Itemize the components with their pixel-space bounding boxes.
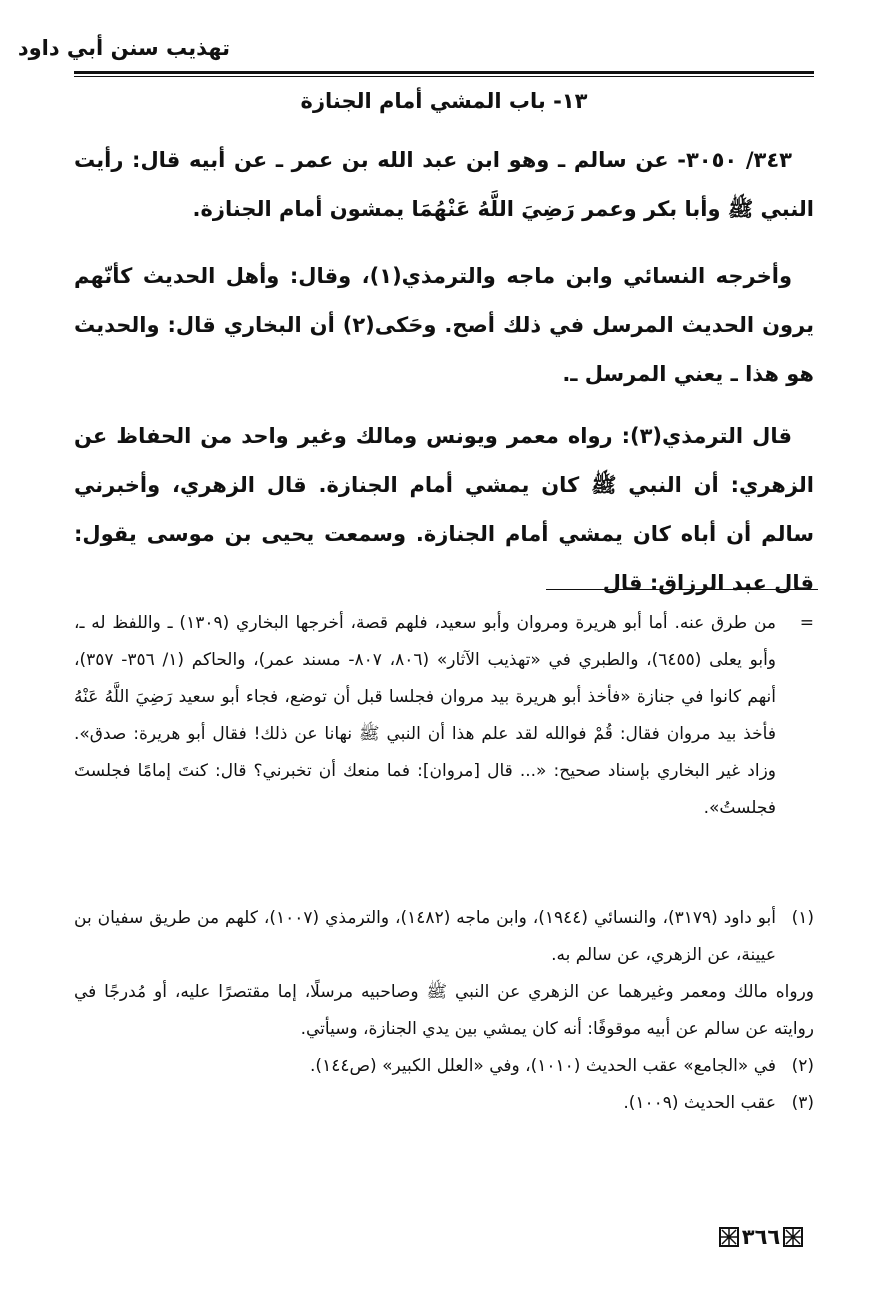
- commentary-paragraph-1: [74, 252, 814, 399]
- footnote-item: [74, 1048, 814, 1085]
- page-number-box: [708, 1222, 814, 1252]
- footnote-text: أبو داود (٣١٧٩)، والنسائي (١٩٤٤)، وابن ماجه (١٤٨٢)، والترمذي (١٠٠٧)، كلهم من طريق سفيان بن عيينة، عن الزهري، عن سالم به.: [74, 908, 776, 965]
- footnote-item: [74, 1085, 814, 1122]
- hadith-text: ٣٤٣/ ٣٠٥٠- عن سالم ـ وهو ابن عبد الله بن عمر ـ عن أبيه قال: رأيت النبي ﷺ وأبا بكر وعمر رَضِيَ اللَّهُ عَنْهُمَا يمشون أمام الجنازة.: [74, 148, 814, 221]
- commentary-text-2: قال الترمذي(٣): رواه معمر ويونس ومالك وغير واحد من الحفاظ عن الزهري: أن النبي ﷺ كان يمشي أمام الجنازة. قال الزهري، وأخبرني سالم أن أباه كان يمشي أمام الجنازة. وسمعت يحيى بن موسى يقول: قال عبد الرزاق: قال: [74, 424, 814, 595]
- footnote-marker: (٣): [791, 1093, 814, 1113]
- hadith-paragraph: [74, 136, 814, 234]
- footnote-separator: [546, 589, 818, 590]
- chapter-title: ١٣- باب المشي أمام الجنازة: [300, 89, 588, 113]
- ornament-icon: [783, 1227, 803, 1247]
- footnote-item-continuation: [74, 974, 814, 1048]
- footnote-text: في «الجامع» عقب الحديث (١٠١٠)، وفي «العلل الكبير» (ص١٤٤).: [310, 1056, 776, 1076]
- footnote-text: ورواه مالك ومعمر وغيرهما عن الزهري عن النبي ﷺ وصاحبيه مرسلًا، إما مقتصرًا عليه، أو مُدرجًا في روايته عن سالم عن أبيه موقوفًا: أنه كان يمشي بين يدي الجنازة، وسيأتي.: [74, 982, 814, 1039]
- footnote-marker: (٢): [791, 1056, 814, 1076]
- footnote-marker: (١): [791, 908, 814, 928]
- commentary-text-1: وأخرجه النسائي وابن ماجه والترمذي(١)، وقال: وأهل الحديث كأنّهم يرون الحديث المرسل في ذلك أصح. وحَكى(٢) أن البخاري قال: والحديث هو هذا ـ يعني المرسل ـ.: [74, 264, 814, 386]
- footnote-item: [74, 900, 814, 974]
- running-header: تهذيب سنن أبي داود: [17, 36, 230, 60]
- page-number: ٣٦٦: [741, 1225, 781, 1249]
- footnote-text: عقب الحديث (١٠٠٩).: [623, 1093, 776, 1113]
- header-rule: [74, 71, 814, 77]
- commentary-paragraph-2: [74, 412, 814, 608]
- footnote-continuation: [74, 605, 814, 827]
- continuation-marker: =: [799, 613, 814, 633]
- footnote-list: [74, 900, 814, 1122]
- ornament-icon: [719, 1227, 739, 1247]
- continuation-text: من طرق عنه. أما أبو هريرة ومروان وأبو سعيد، فلهم قصة، أخرجها البخاري (١٣٠٩) ـ واللفظ له ـ، وأبو يعلى (٦٤٥٥)، والطبري في «تهذيب الآثار» (٨٠٦، ٨٠٧- مسند عمر)، والحاكم (١/ ٣٥٦- ٣٥٧)، أنهم كانوا في جنازة «فأخذ أبو هريرة بيد مروان فجلسا قبل أن توضع، فجاء أبو سعيد رَضِيَ اللَّهُ عَنْهُ فأخذ بيد مروان فقال: قُمْ فوالله لقد علم هذا أن النبي ﷺ نهانا عن ذلك! فقال أبو هريرة: صدق». وزاد غير البخاري بإسناد صحيح: «... قال [مروان]: فما منعك أن تخبرني؟ قال: كنتَ إمامًا فجلستَ فجلستُ».: [74, 613, 777, 818]
